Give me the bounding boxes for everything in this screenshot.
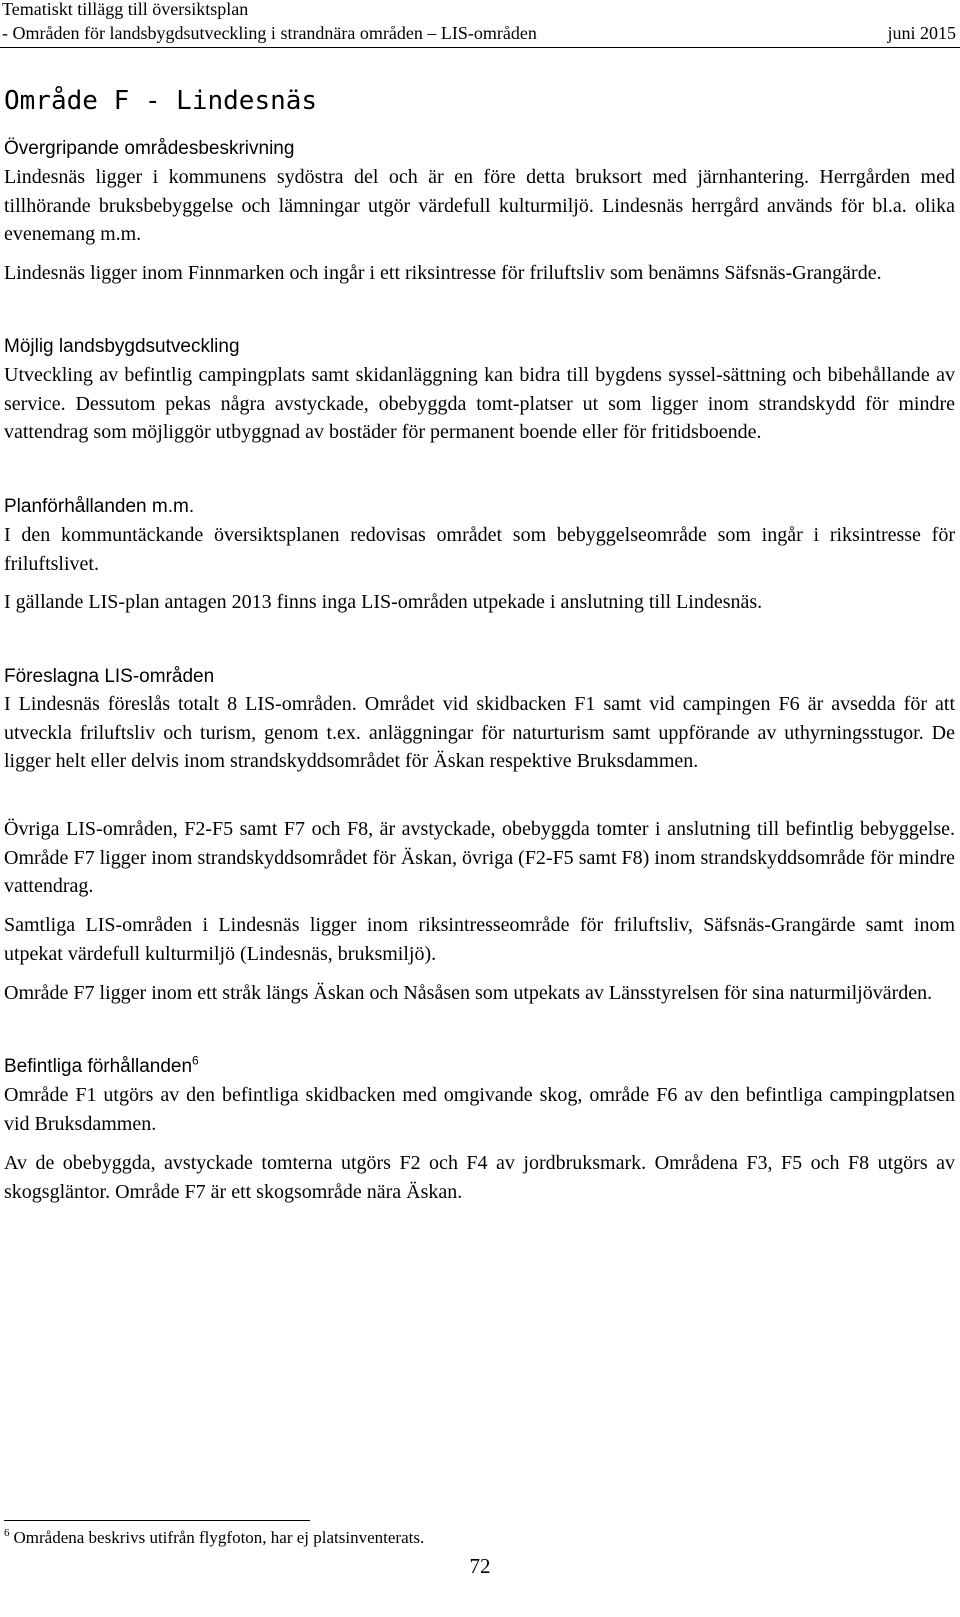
header-subtitle-text: - Områden för landsbygdsutveckling i strandnära områden – LIS-områden [2,23,537,43]
page-title: Område F - Lindesnäs [4,86,318,116]
heading-development: Möjlig landsbygdsutveckling [4,336,240,357]
paragraph-development: Utveckling av befintlig campingplats samt skidanläggning kan bidra till bygdens syssel-sättning och bibehållande av service. Dessutom pekas några avstyckade, obebyggda tomt-platser ut som ligger inom strandskydd för mindre vattendrag som möjliggör utbyggnad av bostäder för permanent boende eller för fritidsboende. [4,364,955,444]
paragraph-overview-1: Lindesnäs ligger i kommunens sydöstra del och är en före detta bruksort med järnhantering. Herrgården med tillhörande bruksbebyggelse och lämningar utgör värdefull kulturmiljö. Lindesnäs herrgård används för bl.a. olika evenemang m.m. [4,166,955,246]
header-date: juni 2015 [887,23,956,43]
paragraph-overview-2: Lindesnäs ligger inom Finnmarken och ingår i ett riksintresse för friluftsliv som benämns Säfsnäs-Grangärde. [4,262,882,284]
heading-proposed-lis: Föreslagna LIS-områden [4,666,215,687]
paragraph-lis-1: I Lindesnäs föreslås totalt 8 LIS-områden. Området vid skidbacken F1 samt vid campingen F6 är avsedda för att utveckla friluftsliv och turism, genom t.ex. anläggningar för naturturism samt uppförande av uthyrningsstugor. De ligger helt eller delvis inom strandskyddsområdet för Äskan respektive Bruksdammen. [4,693,955,773]
paragraph-plan-1: I den kommuntäckande översiktsplanen redovisas området som bebyggelseområde som ingår i riksintresse för friluftslivet. [4,524,955,575]
footnote-divider [4,1520,310,1521]
paragraph-lis-2: Övriga LIS-områden, F2-F5 samt F7 och F8, är avstyckade, obebyggda tomter i anslutning till befintlig bebyggelse. Område F7 ligger inom strandskyddsområdet för Äskan, övriga (F2-F5 samt F8) inom strandskyddsområde för mindre vattendrag. [4,818,955,898]
footnote-text: Områdena beskrivs utifrån flygfoton, har ej platsinventerats. [13,1528,425,1547]
footnote [4,1527,424,1549]
footnote-reference: 6 [192,1053,199,1068]
heading-overview: Övergripande områdesbeskrivning [4,138,295,159]
paragraph-lis-4: Område F7 ligger inom ett stråk längs Äskan och Nåsåsen som utpekats av Länsstyrelsen för sina naturmiljövärden. [4,982,933,1004]
heading-existing-conditions [4,1055,199,1079]
header-title: Tematiskt tillägg till översiktsplan [2,0,249,19]
header-subtitle [2,22,956,44]
heading-existing-conditions-text: Befintliga förhållanden [4,1056,193,1077]
page-number: 72 [469,1554,491,1578]
paragraph-existing-1: Område F1 utgörs av den befintliga skidbacken med omgivande skog, område F6 av den befintliga campingplatsen vid Bruksdammen. [4,1084,955,1135]
heading-plan: Planförhållanden m.m. [4,496,195,517]
paragraph-plan-2: I gällande LIS-plan antagen 2013 finns inga LIS-områden utpekade i anslutning till Lindesnäs. [4,591,763,613]
paragraph-existing-2: Av de obebyggda, avstyckade tomterna utgörs F2 och F4 av jordbruksmark. Områdena F3, F5 och F8 utgörs av skogsgläntor. Område F7 är ett skogsområde nära Äskan. [4,1152,955,1203]
footnote-number: 6 [4,1527,10,1540]
header-divider [0,47,960,48]
paragraph-lis-3: Samtliga LIS-områden i Lindesnäs ligger inom riksintresseområde för friluftsliv, Säfsnäs-Grangärde samt inom utpekat värdefull kulturmiljö (Lindesnäs, bruksmiljö). [4,914,955,965]
